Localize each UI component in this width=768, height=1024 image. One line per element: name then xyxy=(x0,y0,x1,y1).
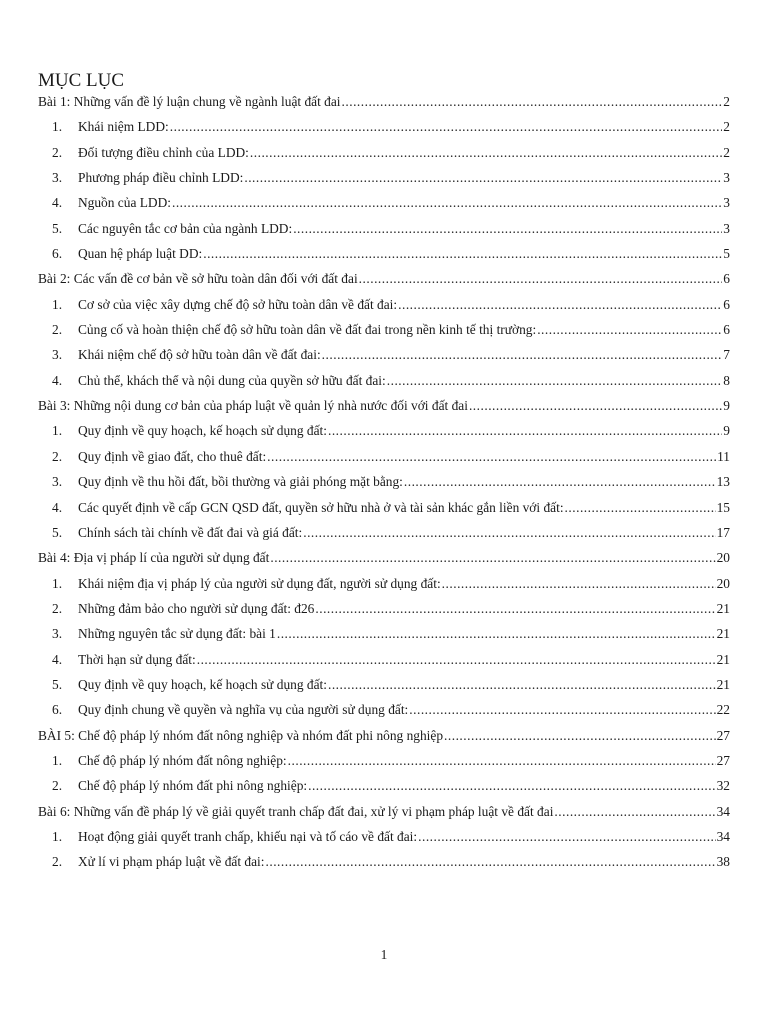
toc-entry-page: 21 xyxy=(716,651,730,667)
toc-dot-leader xyxy=(288,753,716,769)
toc-entry-page: 11 xyxy=(717,448,730,464)
toc-dot-leader xyxy=(244,170,722,186)
toc-dot-leader xyxy=(418,829,715,845)
toc-entry-page: 6 xyxy=(723,296,730,312)
toc-entry-number: 1. xyxy=(52,828,63,844)
toc-entry-label: Các quyết định về cấp GCN QSD đất, quyền sở hữu nhà ở và tài sản khác gắn liền với đất: xyxy=(78,499,564,515)
toc-entry-label: Những nguyên tắc sử dụng đất: bài 1 xyxy=(78,626,276,642)
toc-item-entry[interactable] xyxy=(38,677,730,702)
toc-dot-leader xyxy=(404,474,716,490)
toc-entry-label: Khái niệm chế độ sở hữu toàn dân về đất đai: xyxy=(78,347,321,363)
toc-item-entry[interactable] xyxy=(38,626,730,651)
toc-entry-page: 9 xyxy=(723,398,730,414)
toc-entry-page: 13 xyxy=(716,474,730,490)
toc-item-entry[interactable] xyxy=(38,119,730,144)
toc-entry-label: Quy định về quy hoạch, kế hoạch sử dụng đất: xyxy=(78,676,327,692)
toc-dot-leader xyxy=(293,221,722,237)
toc-entry-label: Bài 2: Các vấn đề cơ bản về sở hữu toàn dân đối với đất đai xyxy=(38,271,358,287)
toc-entry-page: 3 xyxy=(723,170,730,186)
toc-item-entry[interactable] xyxy=(38,753,730,778)
toc-entry-label: Chế độ pháp lý nhóm đất nông nghiệp: xyxy=(78,752,287,768)
toc-dot-leader xyxy=(203,246,722,262)
toc-dot-leader xyxy=(322,347,723,363)
toc-entry-page: 7 xyxy=(723,347,730,363)
toc-dot-leader xyxy=(172,195,722,211)
toc-entry-page: 9 xyxy=(723,423,730,439)
toc-dot-leader xyxy=(266,854,716,870)
toc-entry-label: Những đảm bảo cho người sử dụng đất: đ26 xyxy=(78,600,315,616)
toc-entry-number: 6. xyxy=(52,246,63,262)
toc-entry-label: Bài 3: Những nội dung cơ bản của pháp luật về quản lý nhà nước đối với đất đai xyxy=(38,398,468,414)
toc-dot-leader xyxy=(250,145,722,161)
toc-entry-number: 5. xyxy=(52,220,63,236)
toc-entry-number: 1. xyxy=(52,752,63,768)
toc-item-entry[interactable] xyxy=(38,221,730,246)
toc-entry-page: 8 xyxy=(723,372,730,388)
toc-entry-label: Nguồn của LDD: xyxy=(78,195,171,211)
toc-entry-page: 2 xyxy=(723,144,730,160)
toc-dot-leader xyxy=(328,677,716,693)
toc-entry-page: 2 xyxy=(723,94,730,109)
toc-entry-label: Hoạt động giải quyết tranh chấp, khiếu nại và tố cáo về đất đai: xyxy=(78,828,418,844)
toc-item-entry[interactable] xyxy=(38,474,730,499)
toc-item-entry[interactable] xyxy=(38,347,730,372)
toc-lesson-entry[interactable] xyxy=(38,728,730,753)
toc-item-entry[interactable] xyxy=(38,449,730,474)
toc-entry-number: 2. xyxy=(52,144,63,160)
toc-entry-page: 22 xyxy=(716,702,730,718)
toc-item-entry[interactable] xyxy=(38,652,730,677)
toc-item-entry[interactable] xyxy=(38,423,730,448)
document-page xyxy=(38,70,730,880)
toc-entry-label: Bài 4: Địa vị pháp lí của người sử dụng đất xyxy=(38,550,270,566)
toc-lesson-entry[interactable] xyxy=(38,398,730,423)
toc-dot-leader xyxy=(387,373,723,389)
toc-entry-page: 17 xyxy=(716,524,730,540)
toc-entry-number: 1. xyxy=(52,575,63,591)
toc-entry-number: 1. xyxy=(52,296,63,312)
toc-entry-page: 21 xyxy=(716,626,730,642)
toc-entry-number: 2. xyxy=(52,448,63,464)
toc-entry-number: 4. xyxy=(52,195,63,211)
toc-dot-leader xyxy=(328,423,722,439)
toc-dot-leader xyxy=(277,626,716,642)
toc-entry-page: 6 xyxy=(723,271,730,287)
toc-entry-label: Khái niệm LDD: xyxy=(78,119,169,135)
toc-entry-label: Chính sách tài chính về đất đai và giá đất: xyxy=(78,524,303,540)
toc-entry-number: 3. xyxy=(52,474,63,490)
toc-dot-leader xyxy=(398,297,722,313)
toc-entry-label: Xử lí vi phạm pháp luật về đất đai: xyxy=(78,854,265,870)
toc-entry-page: 38 xyxy=(716,854,730,870)
toc-item-entry[interactable] xyxy=(38,170,730,195)
toc-dot-leader xyxy=(565,500,716,516)
toc-item-entry[interactable] xyxy=(38,373,730,398)
toc-dot-leader xyxy=(442,576,716,592)
toc-entry-label: Quy định chung về quyền và nghĩa vụ của người sử dụng đất: xyxy=(78,702,409,718)
toc-entry-page: 6 xyxy=(723,322,730,338)
toc-item-entry[interactable] xyxy=(38,601,730,626)
toc-entry-number: 2. xyxy=(52,854,63,870)
toc-dot-leader xyxy=(270,550,715,566)
toc-entry-page: 5 xyxy=(723,246,730,262)
toc-entry-label: Chủ thể, khách thể và nội dung của quyền sở hữu đất đai: xyxy=(78,372,386,388)
toc-entry-number: 4. xyxy=(52,499,63,515)
toc-dot-leader xyxy=(469,398,722,414)
toc-entry-number: 4. xyxy=(52,372,63,388)
toc-list xyxy=(38,94,730,880)
toc-entry-label: Phương pháp điều chỉnh LDD: xyxy=(78,170,244,186)
toc-entry-label: Củng cố và hoàn thiện chế độ sở hữu toàn dân về đất đai trong nền kinh tế thị trường: xyxy=(78,322,537,338)
toc-entry-label: Bài 6: Những vấn đề pháp lý về giải quyết tranh chấp đất đai, xử lý vi phạm pháp luật về đất đai xyxy=(38,803,554,819)
toc-dot-leader xyxy=(197,652,716,668)
toc-item-entry[interactable] xyxy=(38,500,730,525)
toc-entry-page: 3 xyxy=(723,195,730,211)
toc-entry-label: Đối tượng điều chỉnh của LDD: xyxy=(78,144,249,160)
toc-item-entry[interactable] xyxy=(38,702,730,727)
toc-entry-page: 27 xyxy=(716,727,730,743)
toc-entry-number: 5. xyxy=(52,676,63,692)
toc-entry-number: 2. xyxy=(52,322,63,338)
toc-entry-number: 3. xyxy=(52,626,63,642)
toc-entry-page: 20 xyxy=(716,550,730,566)
toc-dot-leader xyxy=(444,728,716,744)
toc-dot-leader xyxy=(308,778,716,794)
toc-entry-number: 3. xyxy=(52,347,63,363)
toc-entry-label: Quy định về giao đất, cho thuê đất: xyxy=(78,448,267,464)
toc-entry-page: 21 xyxy=(716,600,730,616)
toc-entry-number: 1. xyxy=(52,423,63,439)
toc-entry-page: 34 xyxy=(716,828,730,844)
toc-item-entry[interactable] xyxy=(38,854,730,879)
toc-dot-leader xyxy=(409,702,715,718)
toc-entry-page: 20 xyxy=(716,575,730,591)
toc-item-entry[interactable] xyxy=(38,145,730,170)
toc-entry-label: Khái niệm địa vị pháp lý của người sử dụng đất, người sử dụng đất: xyxy=(78,575,441,591)
toc-entry-label: Cơ sở của việc xây dựng chế độ sở hữu toàn dân về đất đai: xyxy=(78,296,398,312)
toc-entry-label: Thời hạn sử dụng đất: xyxy=(78,651,196,667)
toc-item-entry[interactable] xyxy=(38,246,730,271)
toc-item-entry[interactable] xyxy=(38,322,730,347)
toc-entry-label: Quan hệ pháp luật DD: xyxy=(78,246,203,262)
toc-item-entry[interactable] xyxy=(38,778,730,803)
toc-lesson-entry[interactable] xyxy=(38,550,730,575)
toc-lesson-entry[interactable] xyxy=(38,94,730,119)
toc-dot-leader xyxy=(537,322,722,338)
toc-dot-leader xyxy=(342,94,723,110)
toc-entry-page: 15 xyxy=(716,499,730,515)
toc-title: MỤC LỤC xyxy=(38,70,125,91)
toc-dot-leader xyxy=(554,804,715,820)
toc-dot-leader xyxy=(267,449,716,465)
toc-entry-label: Bài 1: Những vấn đề lý luận chung về ngành luật đất đai xyxy=(38,94,341,109)
toc-dot-leader xyxy=(170,119,723,135)
toc-entry-label: Chế độ pháp lý nhóm đất phi nông nghiệp: xyxy=(78,778,308,794)
toc-entry-page: 32 xyxy=(716,778,730,794)
toc-entry-number: 1. xyxy=(52,119,63,135)
toc-entry-number: 5. xyxy=(52,524,63,540)
toc-dot-leader xyxy=(359,271,723,287)
toc-item-entry[interactable] xyxy=(38,525,730,550)
toc-entry-page: 3 xyxy=(723,220,730,236)
toc-dot-leader xyxy=(315,601,715,617)
toc-entry-page: 27 xyxy=(716,752,730,768)
toc-item-entry[interactable] xyxy=(38,576,730,601)
toc-entry-label: Quy định về thu hồi đất, bồi thường và giải phóng mặt bằng: xyxy=(78,474,403,490)
toc-item-entry[interactable] xyxy=(38,297,730,322)
toc-entry-number: 2. xyxy=(52,778,63,794)
toc-entry-label: Các nguyên tắc cơ bản của ngành LDD: xyxy=(78,220,293,236)
toc-entry-page: 21 xyxy=(716,676,730,692)
toc-lesson-entry[interactable] xyxy=(38,271,730,296)
toc-entry-label: BÀI 5: Chế độ pháp lý nhóm đất nông nghiệp và nhóm đất phi nông nghiệp xyxy=(38,727,444,743)
toc-entry-number: 4. xyxy=(52,651,63,667)
toc-entry-number: 3. xyxy=(52,170,63,186)
toc-entry-page: 34 xyxy=(716,803,730,819)
toc-item-entry[interactable] xyxy=(38,829,730,854)
toc-dot-leader xyxy=(303,525,715,541)
toc-lesson-entry[interactable] xyxy=(38,804,730,829)
toc-entry-label: Quy định về quy hoạch, kế hoạch sử dụng đất: xyxy=(78,423,327,439)
toc-entry-number: 2. xyxy=(52,600,63,616)
toc-entry-number: 6. xyxy=(52,702,63,718)
toc-entry-page: 2 xyxy=(723,119,730,135)
page-number: 1 xyxy=(380,947,388,962)
toc-item-entry[interactable] xyxy=(38,195,730,220)
